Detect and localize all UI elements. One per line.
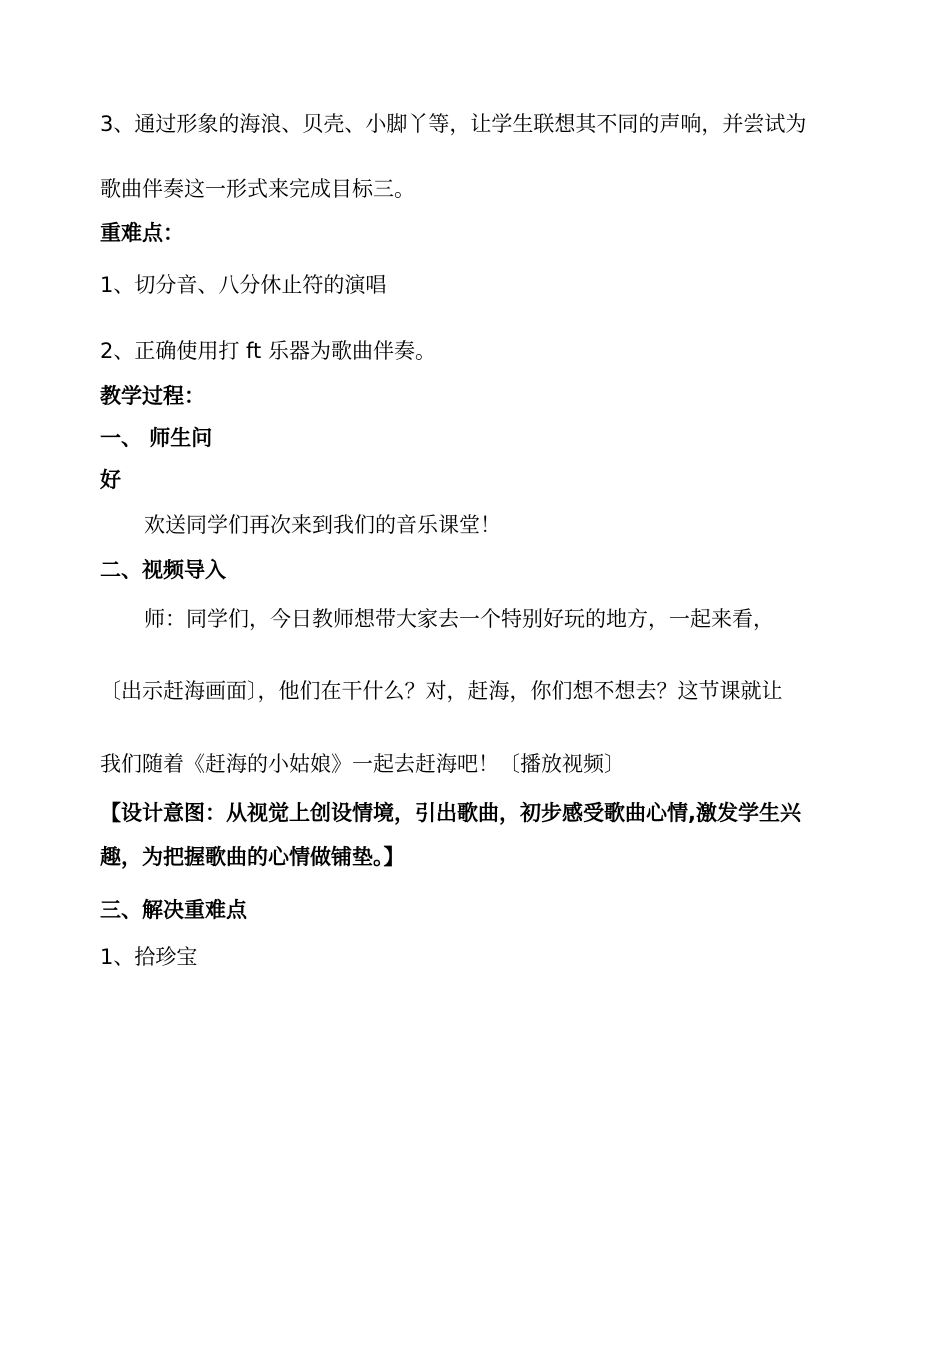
paragraph-teacher: 师：同学们，今日教师想带大家去一个特别好玩的地方，一起来看， <box>144 607 774 631</box>
heading-section-2: 二、视频导入 <box>100 558 226 582</box>
paragraph-welcome: 欢送同学们再次来到我们的音乐课堂！ <box>144 513 501 537</box>
paragraph-teacher-cont-1: 〔出示赶海画面〕，他们在干什么？对，赶海，你们想不想去？这节课就让 <box>100 679 783 703</box>
key-point-1: 1、切分音、八分休止符的演唱 <box>100 273 387 297</box>
heading-section-1: 一、 师生问 <box>100 426 213 450</box>
paragraph-goal-three: 3、通过形象的海浪、贝壳、小脚丫等，让学生联想其不同的声响，并尝试为 <box>100 112 807 136</box>
heading-section-3: 三、解决重难点 <box>100 898 247 922</box>
design-intent-cont: 趣，为把握歌曲的心情做铺垫。】 <box>100 845 405 869</box>
heading-teaching-process: 教学过程： <box>100 384 205 408</box>
paragraph-goal-three-cont: 歌曲伴奏这一形式来完成目标三。 <box>100 177 415 201</box>
heading-section-1-cont: 好 <box>100 468 121 492</box>
design-intent: 【设计意图：从视觉上创设情境，引出歌曲，初步感受歌曲心情,激发学生兴 <box>100 801 801 825</box>
paragraph-teacher-cont-2: 我们随着《赶海的小姑娘》一起去赶海吧！〔播放视频〕 <box>100 752 625 776</box>
heading-key-points: 重难点： <box>100 221 184 245</box>
key-point-2: 2、正确使用打 ft 乐器为歌曲伴奏。 <box>100 339 436 363</box>
list-item-treasure: 1、拾珍宝 <box>100 945 198 969</box>
